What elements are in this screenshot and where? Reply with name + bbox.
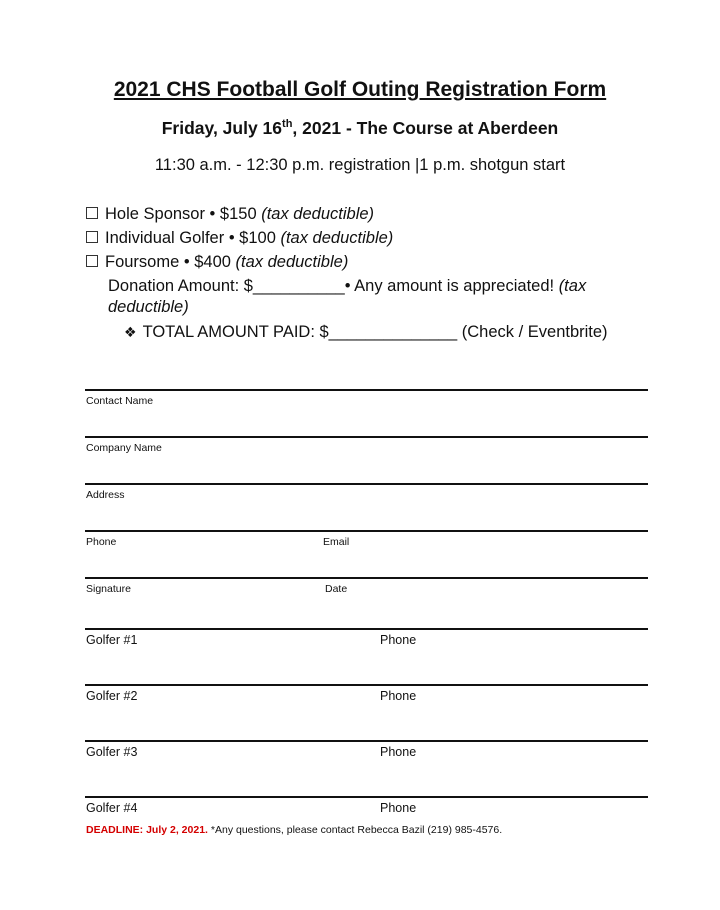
option-note: (tax deductible) <box>280 229 394 247</box>
golfer-3-phone-label: Phone <box>380 745 417 759</box>
company-name-label: Company Name <box>86 442 162 454</box>
contact-name-label: Contact Name <box>86 395 154 407</box>
golfer-3-label: Golfer #3 <box>86 745 138 759</box>
total-label: TOTAL AMOUNT PAID: $______________ (Check / Eventbrite) <box>142 323 608 341</box>
phone-email-line[interactable] <box>85 530 648 532</box>
address-label: Address <box>86 489 125 501</box>
option-label: Hole Sponsor • $150 <box>105 205 262 223</box>
form-title: 2021 CHS Football Golf Outing Registration Form <box>113 78 607 101</box>
date-label: Date <box>325 583 348 595</box>
option-note: (tax deductible) <box>235 253 349 271</box>
event-schedule: 11:30 a.m. - 12:30 p.m. registration |1 p.m. shotgun start <box>154 156 566 174</box>
contact-name-line[interactable] <box>85 389 648 391</box>
event-date-location: Friday, July 16th, 2021 - The Course at Aberdeen <box>161 118 559 138</box>
golfer-4-phone-label: Phone <box>380 801 417 815</box>
option-label: Individual Golfer • $100 <box>105 229 281 247</box>
option-hole-sponsor[interactable] <box>86 205 374 224</box>
golfer-1-label: Golfer #1 <box>86 633 138 647</box>
total-amount-line[interactable] <box>124 323 608 342</box>
golfer-2-label: Golfer #2 <box>86 689 138 703</box>
option-individual-golfer[interactable] <box>86 229 393 248</box>
option-label: Foursome • $400 <box>105 253 236 271</box>
address-line[interactable] <box>85 483 648 485</box>
deadline-text: DEADLINE: July 2, 2021. <box>86 824 208 836</box>
checkbox-icon[interactable] <box>86 255 98 267</box>
checkbox-icon[interactable] <box>86 231 98 243</box>
option-foursome[interactable] <box>86 253 348 272</box>
golfer-2-line[interactable] <box>85 684 648 686</box>
donation-line[interactable]: Donation Amount: $__________• Any amount is appreciated! (tax deductible) <box>108 277 587 316</box>
golfer-1-line[interactable] <box>85 628 648 630</box>
golfer-1-phone-label: Phone <box>380 633 417 647</box>
diamond-bullet-icon: ❖ <box>124 324 137 340</box>
golfer-3-line[interactable] <box>85 740 648 742</box>
contact-note: *Any questions, please contact Rebecca Bazil (219) 985-4576. <box>207 824 503 836</box>
signature-label: Signature <box>86 583 131 595</box>
company-name-line[interactable] <box>85 436 648 438</box>
email-label: Email <box>323 536 350 548</box>
phone-label: Phone <box>86 536 117 548</box>
golfer-4-label: Golfer #4 <box>86 801 138 815</box>
golfer-2-phone-label: Phone <box>380 689 417 703</box>
signature-date-line[interactable] <box>85 577 648 579</box>
option-note: (tax deductible) <box>261 205 375 223</box>
deadline-note <box>86 824 502 836</box>
checkbox-icon[interactable] <box>86 207 98 219</box>
golfer-4-line[interactable] <box>85 796 648 798</box>
